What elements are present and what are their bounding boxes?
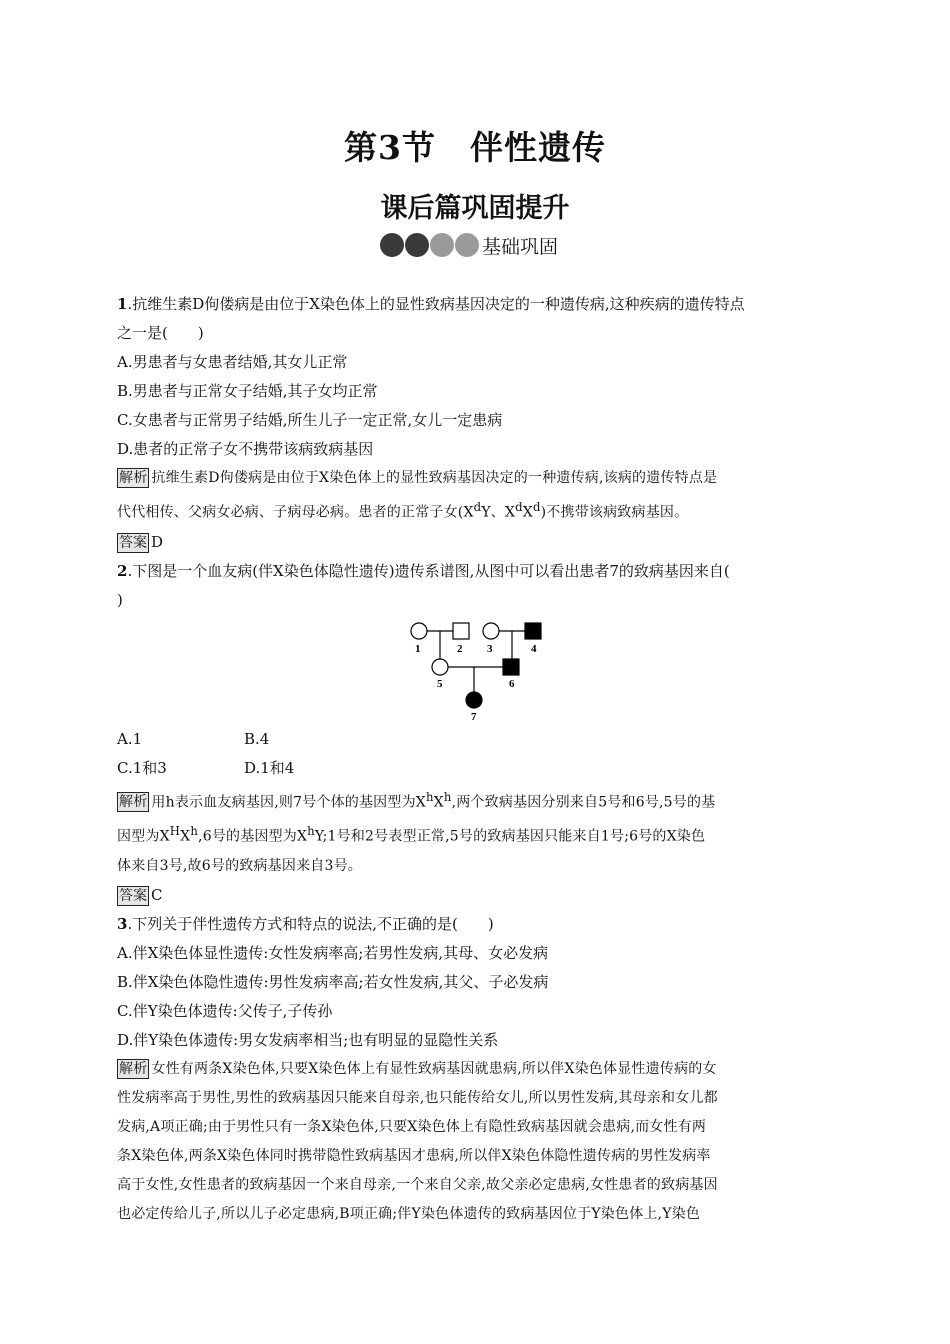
- pedigree-label: 5: [437, 677, 443, 690]
- q3-stem: 3.下列关于伴性遗传方式和特点的说法,不正确的是( ): [117, 914, 494, 933]
- pedigree-label: 4: [531, 642, 537, 655]
- q3-analysis-cont: 条X染色体,两条X染色体同时携带隐性致病基因才患病,所以伴X染色体隐性遗传病的男性发病率: [117, 1147, 711, 1164]
- pedigree-member-1: [411, 623, 427, 639]
- q2-options-ab: [117, 725, 837, 754]
- q1-stem: 1.抗维生素D佝偻病是由位于X染色体上的显性致病基因决定的一种遗传病,这种疾病的遗传特点: [117, 295, 745, 313]
- q2-stem-cont: ): [117, 590, 123, 609]
- q2-answer: 答案 C: [119, 885, 163, 904]
- level-label: 基础巩固: [482, 235, 559, 258]
- q3-analysis-cont: 高于女性,女性患者的致病基因一个来自母亲,一个来自父亲,故父亲必定患病,女性患者的致病基因: [117, 1176, 718, 1193]
- pedigree-member-4: [525, 623, 541, 639]
- pedigree-member-2: [453, 623, 469, 639]
- q3-option-b: B.伴X染色体隐性遗传:男性发病率高;若女性发病,其父、子必发病: [117, 972, 549, 991]
- q3-option-a: A.伴X染色体显性遗传:女性发病率高;若男性发病,其母、女必发病: [117, 943, 549, 962]
- q1-analysis-cont: 代代相传、父病女必病、子病母必病。患者的正常子女($X^dY$、$X^dX^d$)不携带该病致病基因。: [117, 500, 689, 521]
- q2-option-b: B.4: [244, 729, 270, 748]
- level-dot-icon: [405, 233, 429, 257]
- level-dot-icon: [430, 233, 454, 257]
- q2-analysis: 解析 用h表示血友病基因,则7号个体的基因型为$X^hX^h$,两个致病基因分别来自5号和6号,5号的基: [119, 789, 716, 811]
- answer-tag: 答案: [119, 534, 147, 551]
- q2-options-cd: [117, 754, 837, 783]
- q1-option-d: D.患者的正常子女不携带该病致病基因: [117, 440, 374, 458]
- pedigree-member-3: [483, 623, 499, 639]
- q2-option-d: D.1和4: [244, 758, 295, 777]
- level-dot-icon: [455, 233, 479, 257]
- question-content: [117, 290, 837, 1229]
- level-dot-icon: [380, 233, 404, 257]
- answer-tag: 答案: [119, 887, 147, 904]
- q1-option-b: B.男患者与正常女子结婚,其子女均正常: [117, 382, 378, 400]
- q2-option-a: A.1: [117, 729, 143, 748]
- analysis-tag: 解析: [119, 470, 148, 486]
- q1-answer: 答案 D: [119, 532, 164, 551]
- q2-analysis-cont2: 体来自3号,故6号的致病基因来自3号。: [117, 857, 362, 874]
- q2-stem: 2.下图是一个血友病(伴X染色体隐性遗传)遗传系谱图,从图中可以看出患者7的致病基因来自(: [117, 561, 730, 580]
- pedigree-member-7: [466, 692, 482, 708]
- section-subtitle: 课后篇巩固提升: [380, 193, 570, 224]
- analysis-tag: 解析: [119, 794, 148, 811]
- q1-analysis: 解析 抗维生素D佝偻病是由位于X染色体上的显性致病基因决定的一种遗传病,该病的遗传特点是: [119, 470, 718, 486]
- page-title: 第3节 伴性遗传: [344, 128, 606, 167]
- pedigree-label: 7: [471, 710, 477, 721]
- pedigree-diagram: [403, 621, 563, 721]
- difficulty-indicator: [380, 230, 558, 260]
- q3-analysis-cont: 发病,A项正确;由于男性只有一条X染色体,只要X染色体上有隐性致病基因就会患病,而女性有两: [117, 1118, 707, 1135]
- pedigree-label: 6: [509, 677, 515, 690]
- q3-analysis-cont: 也必定传给儿子,所以儿子必定患病,B项正确;伴Y染色体遗传的致病基因位于Y染色体上,Y染色: [117, 1205, 701, 1222]
- q3-analysis: 解析 女性有两条X染色体,只要X染色体上有显性致病基因就患病,所以伴X染色体显性遗传病的女: [119, 1060, 717, 1077]
- q2-analysis-cont: 因型为$X^HX^h,6$号的基因型为$X^hY;1$号和2号表型正常,5号的致病基因只能来自1号;6号的X染色: [117, 824, 706, 845]
- pedigree-chart: [117, 615, 837, 725]
- analysis-tag: 解析: [119, 1060, 148, 1077]
- q2-option-c: C.1和3: [117, 758, 167, 777]
- pedigree-label: 1: [415, 642, 421, 655]
- q3-option-d: D.伴Y染色体遗传:男女发病率相当;也有明显的显隐性关系: [117, 1030, 499, 1049]
- q3-option-c: C.伴Y染色体遗传:父传子,子传孙: [117, 1001, 333, 1020]
- pedigree-member-6: [503, 659, 519, 675]
- pedigree-member-5: [432, 659, 448, 675]
- q1-stem-cont: 之一是( ): [117, 324, 204, 342]
- q1-option-c: C.女患者与正常男子结婚,所生儿子一定正常,女儿一定患病: [117, 411, 503, 429]
- pedigree-label: 2: [457, 642, 463, 655]
- q1-option-a: A.男患者与女患者结婚,其女儿正常: [117, 353, 348, 371]
- pedigree-label: 3: [487, 642, 493, 655]
- q3-analysis-cont: 性发病率高于男性,男性的致病基因只能来自母亲,也只能传给女儿,所以男性发病,其母亲和女儿都: [117, 1089, 718, 1106]
